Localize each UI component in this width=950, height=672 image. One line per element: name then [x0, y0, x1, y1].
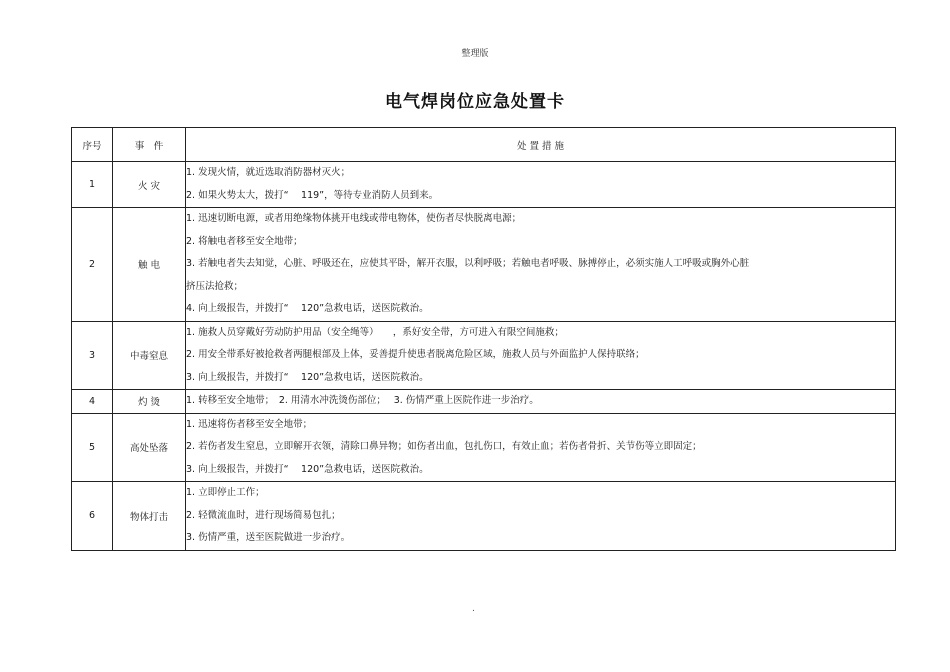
row-event: 触 电 — [113, 208, 186, 322]
row-measures — [186, 208, 896, 322]
table-row-fall — [72, 413, 896, 482]
row-measures — [186, 321, 896, 390]
table-row-burn — [72, 390, 896, 414]
emergency-response-table — [71, 127, 896, 551]
row-measures — [186, 413, 896, 482]
table-body — [72, 162, 896, 551]
header-event: 事 件 — [113, 128, 186, 162]
row-number: 3 — [72, 321, 113, 390]
measure-line: 2. 将触电者移至安全地带； — [186, 235, 303, 247]
header-note: 整理版 — [461, 49, 489, 59]
measure-line: 2. 若伤者发生窒息，立即解开衣领，清除口鼻异物；如伤者出血，包扎伤口，有效止血；若伤者骨折、关节伤等立即固定； — [186, 441, 702, 452]
row-event: 灼 烫 — [113, 390, 186, 414]
row-measures — [186, 482, 896, 551]
row-number: 6 — [72, 482, 113, 551]
row-event: 中毒窒息 — [113, 321, 186, 390]
measure-line: 1. 迅速将伤者移至安全地带； — [186, 418, 313, 430]
measure-line: 1. 施救人员穿戴好劳动防护用品（安全绳等） ，系好安全带，方可进入有限空间施救； — [186, 326, 564, 338]
measure-line: 2. 如果火势太大，拨打“ 119”，等待专业消防人员到来。 — [186, 189, 439, 201]
measure-line: 1. 发现火情，就近选取消防器材灭火； — [186, 167, 351, 178]
footer-mark: . — [472, 604, 475, 614]
measure-line: 1. 迅速切断电源，或者用绝缘物体挑开电线或带电物体，使伤者尽快脱离电源； — [186, 213, 522, 224]
row-event: 火 灾 — [113, 162, 186, 208]
measure-line: 挤压法抢救； — [186, 280, 244, 292]
row-event: 高处坠落 — [113, 413, 186, 482]
row-event: 物体打击 — [113, 482, 186, 551]
header-number: 序号 — [72, 128, 113, 162]
table-row-poisoning — [72, 321, 896, 390]
measure-line: 3. 伤情严重，送至医院做进一步治疗。 — [186, 532, 351, 543]
row-measures — [186, 390, 896, 414]
table-row-electric-shock — [72, 208, 896, 322]
measure-line: 3. 向上级报告，并拨打“ 120”急救电话，送医院救治。 — [186, 371, 429, 383]
row-measures — [186, 162, 896, 208]
header-measures: 处 置 措 施 — [186, 128, 896, 162]
measure-line: 3. 向上级报告，并拨打“ 120”急救电话，送医院救治。 — [186, 463, 429, 475]
measure-line: 1. 立即停止工作； — [186, 487, 265, 498]
document-title: 电气焊岗位应急处置卡 — [385, 92, 565, 112]
row-number: 4 — [72, 390, 113, 414]
measure-line: 2. 用安全带系好被抢救者两腿根部及上体，妥善提升使患者脱离危险区域，施救人员与外面监护人保持联络； — [186, 349, 645, 360]
measure-line: 1. 转移至安全地带； 2. 用清水冲洗烫伤部位； 3. 伤情严重上医院作进一步治疗。 — [186, 395, 539, 406]
table-header-row — [72, 128, 896, 162]
measure-line: 2. 轻微流血时，进行现场简易包扎； — [186, 509, 341, 521]
measure-line: 3. 若触电者失去知觉，心脏、呼吸还在，应使其平卧，解开衣服，以利呼吸；若触电者呼吸、脉搏停止，必须实施人工呼吸或胸外心脏 — [186, 258, 750, 269]
row-number: 1 — [72, 162, 113, 208]
table-row-fire — [72, 162, 896, 208]
row-number: 5 — [72, 413, 113, 482]
measure-line: 4. 向上级报告，并拨打“ 120”急救电话，送医院救治。 — [186, 303, 429, 314]
row-number: 2 — [72, 208, 113, 322]
table-row-object-strike — [72, 482, 896, 551]
